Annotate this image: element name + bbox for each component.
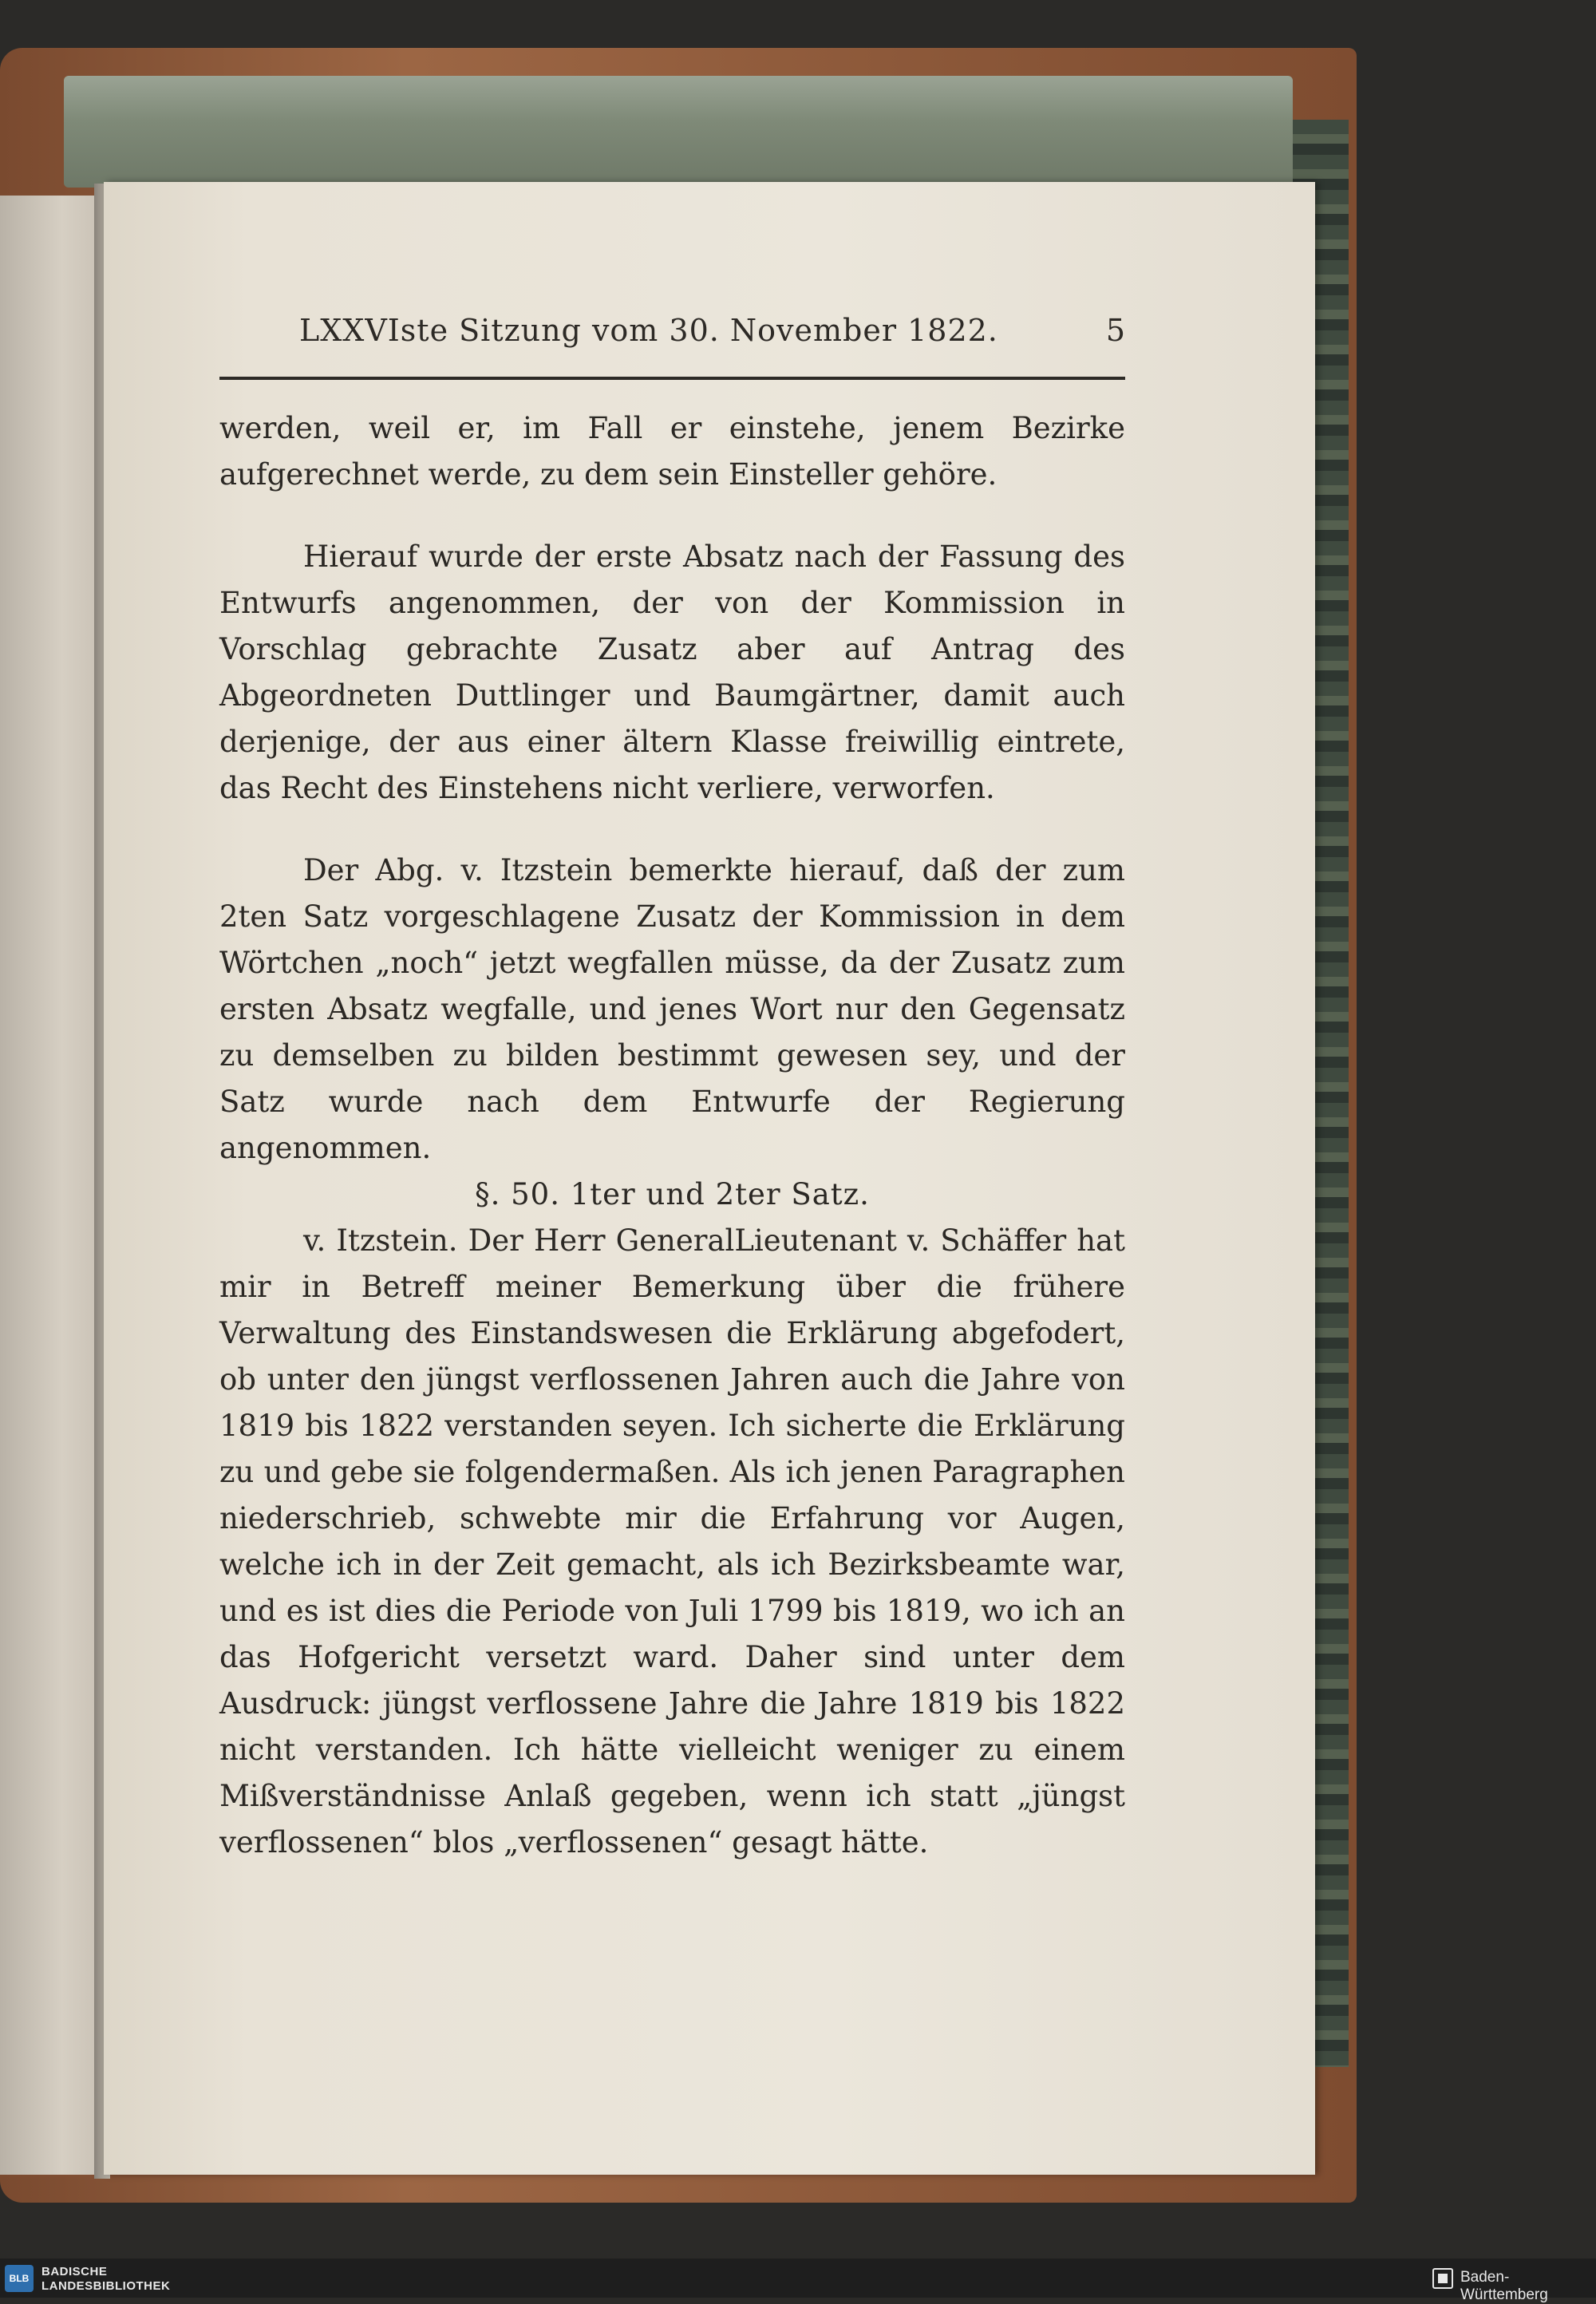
page-text bbox=[219, 405, 1125, 1866]
paragraph-3: Der Abg. v. Itzstein bemerkte hierauf, daß der zum 2ten Satz vorgeschlagene Zusatz der Kommission in dem Wörtchen „noch“ jetzt wegfallen müsse, da der Zusatz zum ersten Absatz wegfalle, und jenes Wort nur den Gegensatz zu demselben zu bilden bestimmt gewesen sey, und der Satz wurde nach dem Entwurfe der Regierung angenommen. bbox=[219, 853, 1125, 1165]
section-heading: §. 50. 1ter und 2ter Satz. bbox=[475, 1177, 870, 1211]
library-name-line1: BADISCHE bbox=[41, 2265, 108, 2278]
paragraph-2: Hierauf wurde der erste Absatz nach der Fassung des Entwurfs angenommen, der von der Kommission in Vorschlag gebrachte Zusatz aber auf Antrag des Abgeordneten Duttlinger und Baumgärtner, damit auch derjenige, der aus einer ältern Klasse freiwillig eintrete, das Recht des Einstehens nicht verliere, verworfen. bbox=[219, 539, 1125, 805]
paragraph-1: werden, weil er, im Fall er einstehe, jenem Bezirke aufgerechnet werde, zu dem sein Einsteller gehöre. bbox=[219, 411, 1125, 492]
paragraph-4: v. Itzstein. Der Herr GeneralLieutenant v. Schäffer hat mir in Betreff meiner Bemerkung über die frühere Verwaltung des Einstandswesen die Erklärung abgefodert, ob unter den jüngst verflossenen Jahren auch die Jahre von 1819 bis 1822 verstanden seyen. Ich sicherte die Erklärung zu und gebe sie folgendermaßen. Als ich jenen Paragraphen niederschrieb, schwebte mir die Erfahrung vor Augen, welche ich in der Zeit gemacht, als ich Bezirksbeamte war, und es ist dies die Periode von Juli 1799 bis 1819, wo ich an das Hofgericht versetzt ward. Daher sind unter dem Ausdruck: jüngst verflossene Jahre die Jahre 1819 bis 1822 nicht verstanden. Ich hätte vielleicht weniger zu einem Mißverständnisse Anlaß gegeben, wenn ich statt „jüngst verflossenen“ blos „verflossenen“ gesagt hätte. bbox=[219, 1223, 1125, 1859]
blb-logo-icon: BLB bbox=[5, 2265, 34, 2292]
baden-wuerttemberg-logo-icon bbox=[1432, 2268, 1453, 2289]
library-name-line2: LANDESBIBLIOTHEK bbox=[41, 2279, 171, 2293]
facing-page bbox=[0, 196, 104, 2175]
page-number: 5 bbox=[1105, 313, 1125, 348]
running-head bbox=[219, 313, 1125, 361]
footer-bar bbox=[0, 2259, 1596, 2303]
page-block-edge bbox=[64, 76, 1293, 188]
running-title: LXXVIste Sitzung vom 30. November 1822. bbox=[299, 313, 998, 348]
region-label: Baden-Württemberg bbox=[1460, 2269, 1548, 2303]
header-rule bbox=[219, 377, 1125, 380]
